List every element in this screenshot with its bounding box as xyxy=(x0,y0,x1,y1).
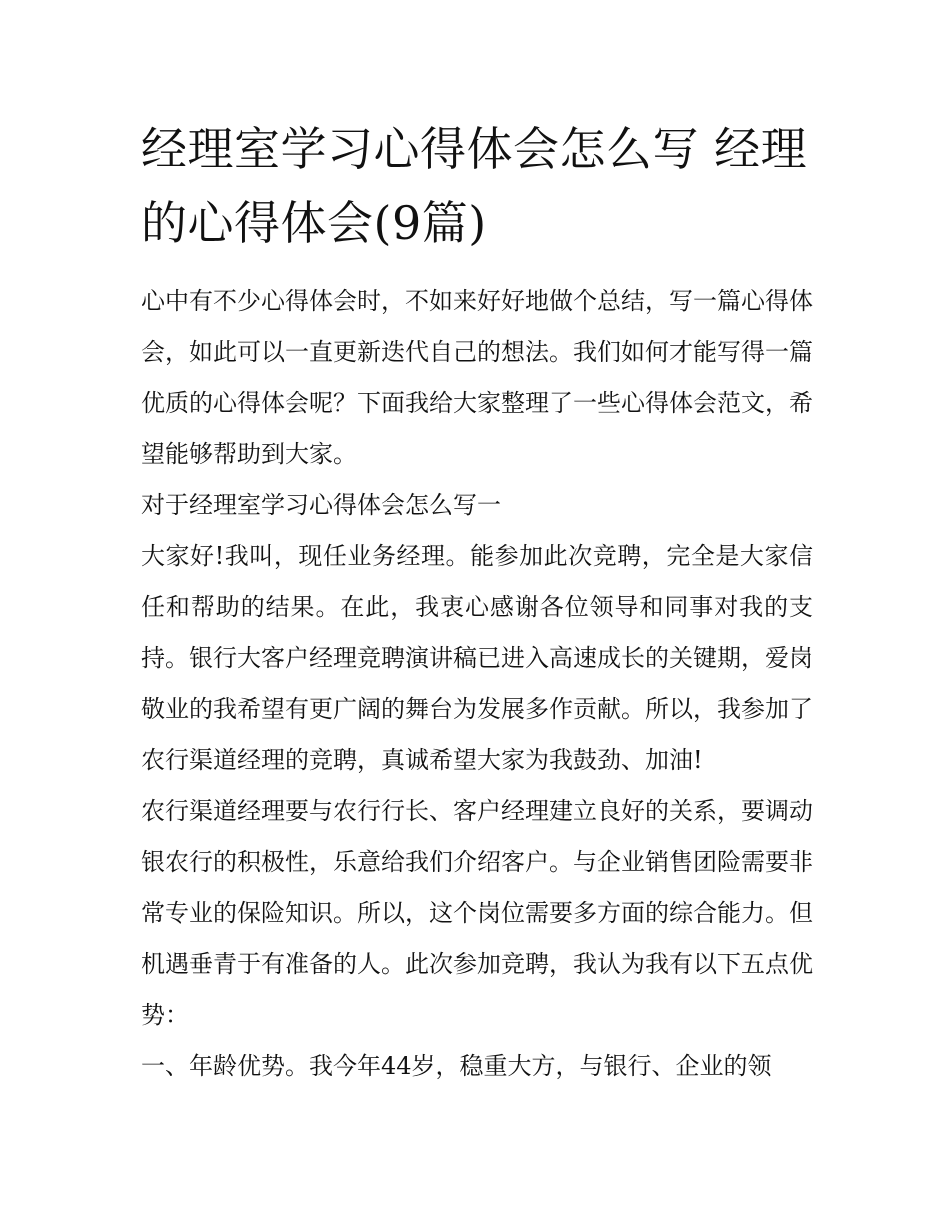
body-paragraph: 农行渠道经理要与农行行长、客户经理建立良好的关系，要调动银农行的积极性，乐意给我们介绍客户。与企业销售团险需要非常专业的保险知识。所以，这个岗位需要多方面的综合能力。但机遇垂青于有准备的人。此次参加竞聘，我认为我有以下五点优势： xyxy=(141,797,813,1029)
body-paragraph: 一、年龄优势。我今年44岁，稳重大方，与银行、企业的领 xyxy=(141,1052,772,1080)
document-body xyxy=(141,112,813,1092)
section-heading: 对于经理室学习心得体会怎么写一 xyxy=(141,491,501,519)
document-title: 经理室学习心得体会怎么写 经理的心得体会(9篇) xyxy=(141,122,808,250)
intro-paragraph: 心中有不少心得体会时，不如来好好地做个总结，写一篇心得体会，如此可以一直更新迭代自己的想法。我们如何才能写得一篇优质的心得体会呢？下面我给大家整理了一些心得体会范文，希望能够帮助到大家。 xyxy=(141,287,813,468)
body-paragraph: 大家好!我叫，现任业务经理。能参加此次竞聘，完全是大家信任和帮助的结果。在此，我衷心感谢各位领导和同事对我的支持。银行大客户经理竞聘演讲稿已进入高速成长的关键期，爱岗敬业的我希望有更广阔的舞台为发展多作贡献。所以，我参加了农行渠道经理的竞聘，真诚希望大家为我鼓劲、加油! xyxy=(141,542,813,774)
